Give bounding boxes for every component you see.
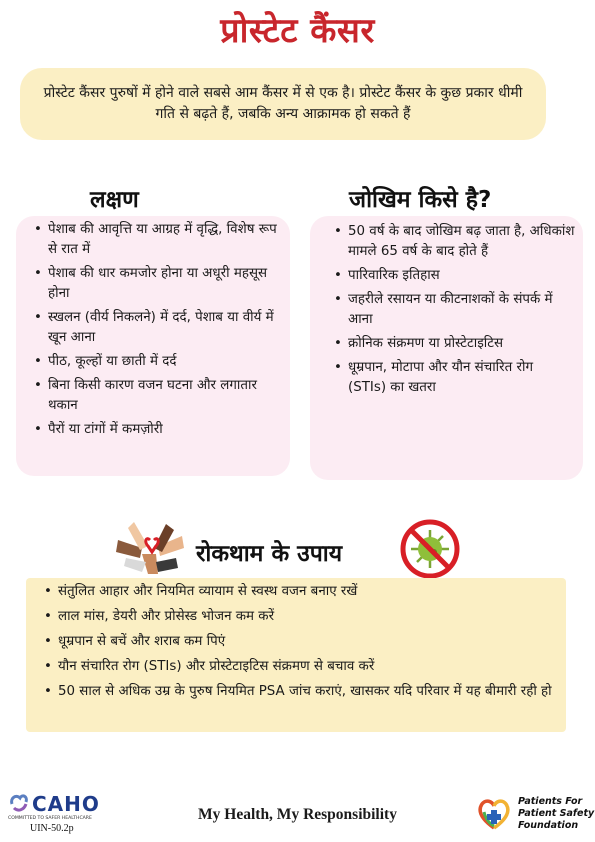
risk-panel <box>310 216 583 480</box>
prevention-panel <box>26 578 566 732</box>
symptoms-panel <box>16 216 290 476</box>
prevention-item: • लाल मांस, डेयरी और प्रोसेस्ड भोजन कम करें <box>58 607 558 627</box>
risk-heading: जोखिम किसे है? <box>349 187 492 213</box>
symptom-item: • बिना किसी कारण वजन घटना और लगातार थकान <box>48 376 282 416</box>
psf-line3: Foundation <box>518 820 579 831</box>
risk-item: • पारिवारिक इतिहास <box>348 266 575 286</box>
prevention-item: • संतुलित आहार और नियमित व्यायाम से स्वस्थ वजन बनाए रखें <box>58 582 558 602</box>
prevention-item: • 50 साल से अधिक उम्र के पुरुष नियमित PSA जांच कराएं, खासकर यदि परिवार में यह बीमारी रही हो <box>58 682 558 702</box>
symptom-item: • स्खलन (वीर्य निकलने) में दर्द, पेशाब या वीर्य में खून आना <box>48 308 282 348</box>
prevention-item: • यौन संचारित रोग (STIs) और प्रोस्टेटाइटिस संक्रमण से बचाव करें <box>58 657 558 677</box>
page-title: प्रोस्टेट कैंसर <box>220 11 375 51</box>
symptom-item: • पेशाब की आवृत्ति या आग्रह में वृद्धि, विशेष रूप से रात में <box>48 220 282 260</box>
psf-line2: Patient Safety <box>518 808 595 819</box>
prevention-heading: रोकथाम के उपाय <box>196 541 343 567</box>
hands-ribbon-icon <box>112 518 190 578</box>
symptoms-heading: लक्षण <box>90 187 139 213</box>
uin-code: UIN-50.2p <box>30 823 74 834</box>
psf-logo <box>474 794 595 838</box>
symptom-item: • पीठ, कूल्हों या छाती में दर्द <box>48 352 282 372</box>
risk-item: • क्रोनिक संक्रमण या प्रोस्टेटाइटिस <box>348 334 575 354</box>
caho-sub: COMMITTED TO SAFER HEALTHCARE <box>8 816 92 821</box>
intro-text: प्रोस्टेट कैंसर पुरुषों में होने वाले सबसे आम कैंसर में से एक है। प्रोस्टेट कैंसर के कुछ प्रकार धीमी गति से बढ़ते हैं, जबकि अन्य आक्रामक हो सकते हैं <box>43 85 523 122</box>
prevention-item: • धूम्रपान से बचें और शराब कम पिएं <box>58 632 558 652</box>
symptom-item: • पैरों या टांगों में कमज़ोरी <box>48 420 282 440</box>
psf-line1: Patients For <box>518 796 583 807</box>
caho-name: CAHO <box>32 792 100 816</box>
symptom-item: • पेशाब की धार कमजोर होना या अधूरी महसूस होना <box>48 264 282 304</box>
intro-box <box>20 68 546 140</box>
risk-item: • जहरीले रसायन या कीटनाशकों के संपर्क में आना <box>348 290 575 330</box>
tagline: My Health, My Responsibility <box>198 806 397 823</box>
no-virus-icon <box>398 518 462 580</box>
psf-heart-icon <box>474 794 514 834</box>
risk-item: • धूम्रपान, मोटापा और यौन संचारित रोग (STIs) का खतरा <box>348 358 575 398</box>
risk-item: • 50 वर्ष के बाद जोखिम बढ़ जाता है, अधिकांश मामले 65 वर्ष के बाद होते हैं <box>348 222 575 262</box>
